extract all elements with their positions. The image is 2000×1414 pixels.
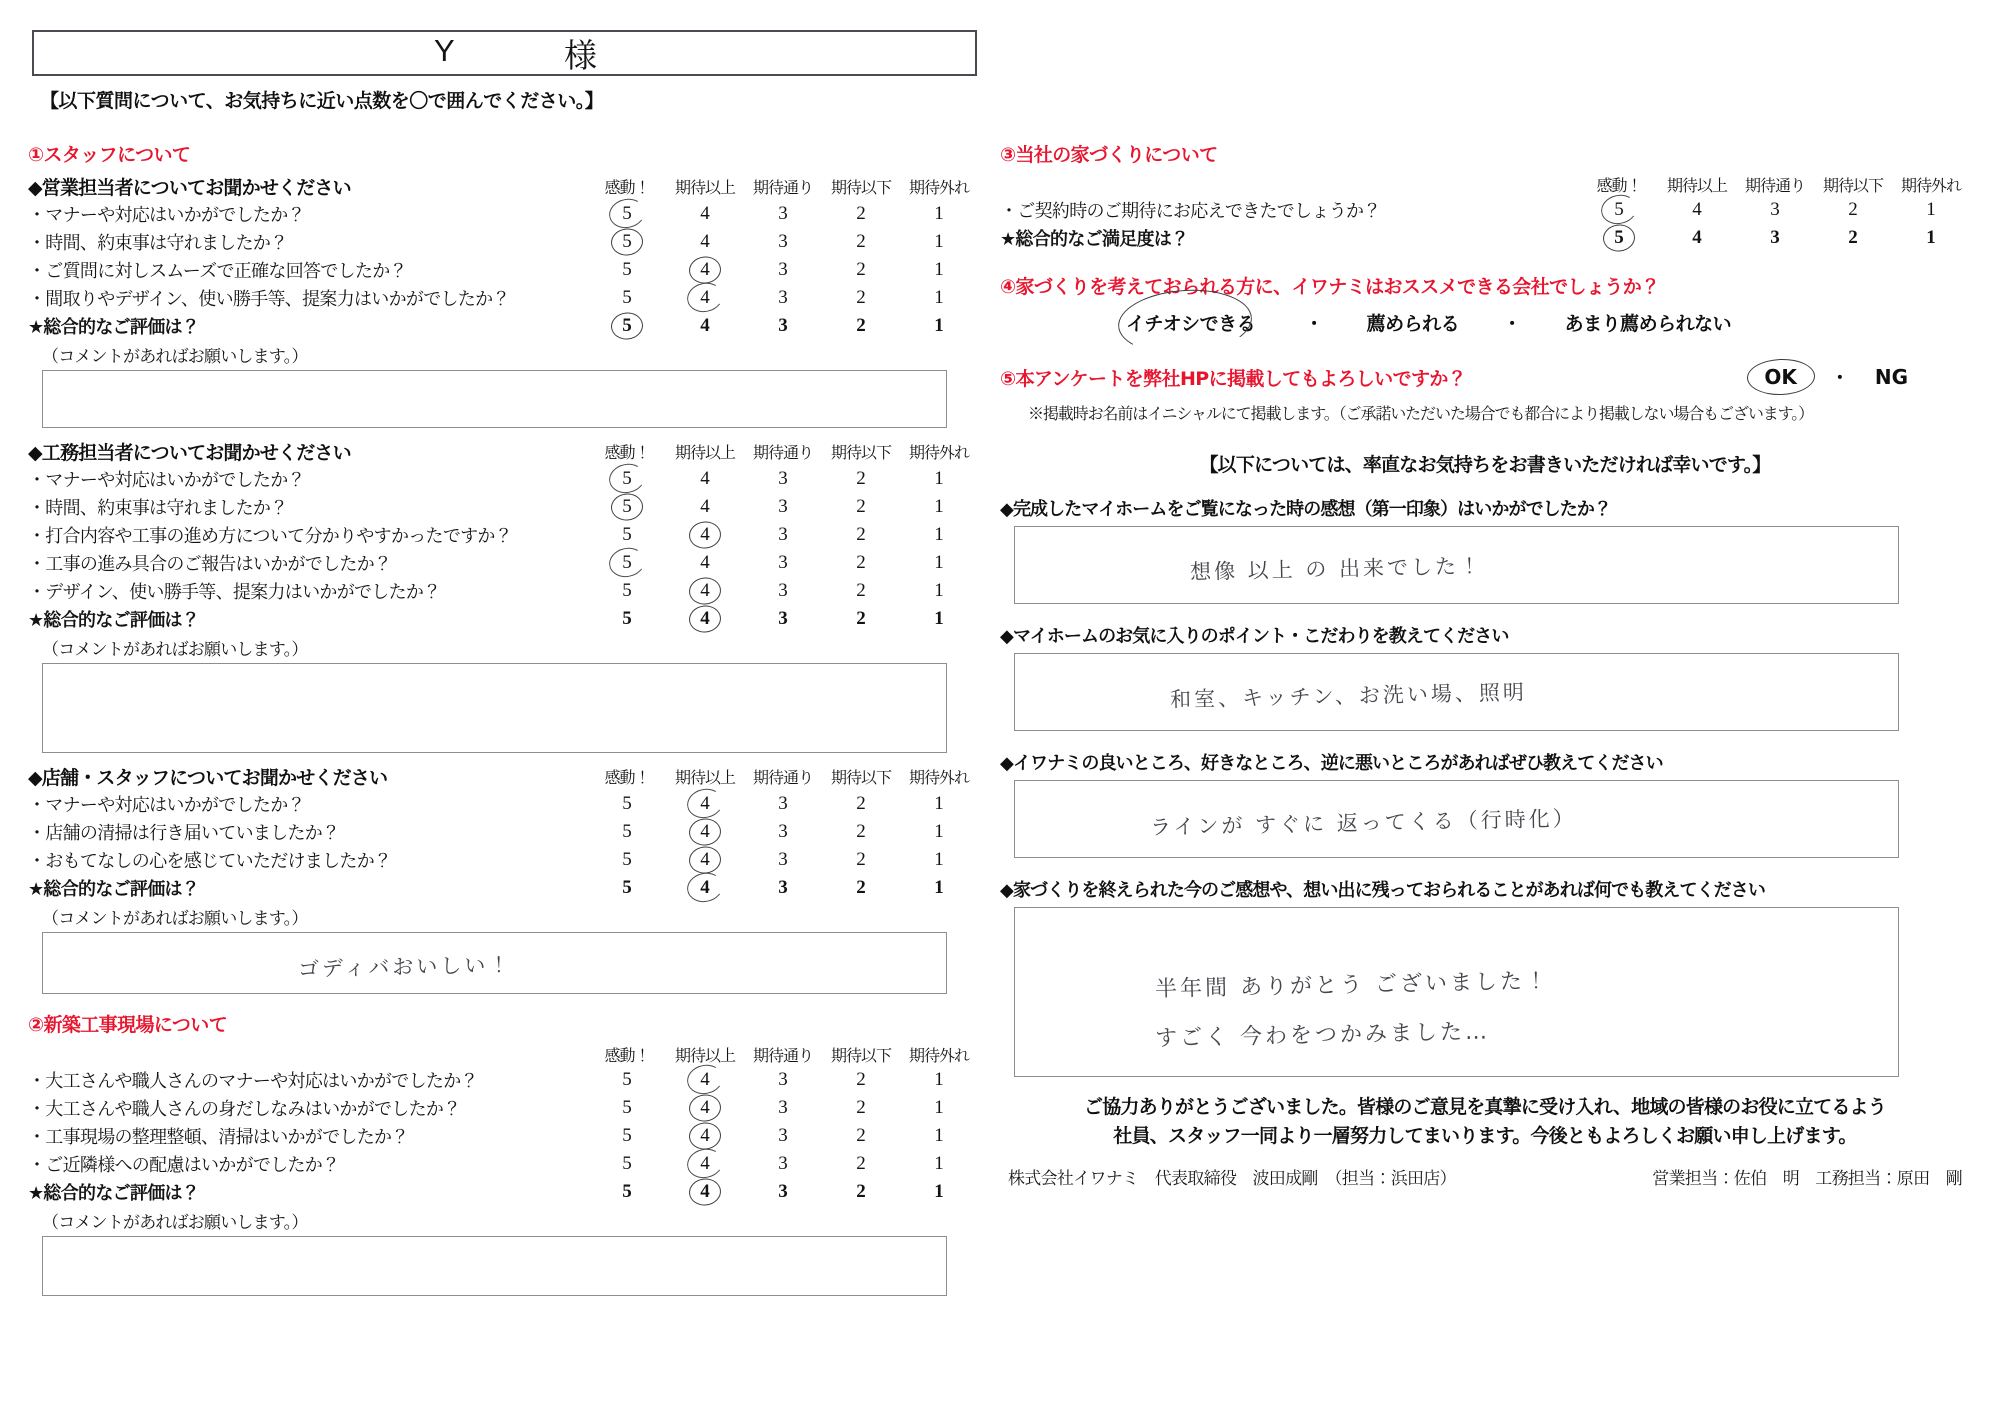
section5-option-ng[interactable]: NG — [1874, 365, 1908, 389]
scale-header-3: 期待通り — [752, 1048, 813, 1065]
scale-header-4: 期待以下 — [830, 1048, 891, 1065]
score-option-1[interactable]: 1 — [1926, 199, 1936, 220]
rating-table — [1000, 173, 1970, 252]
question-group — [28, 1043, 978, 1296]
score-option-1[interactable]: 1 — [934, 793, 944, 814]
score-option-3[interactable]: 3 — [778, 524, 788, 545]
score-option-5[interactable]: 5 — [622, 877, 632, 898]
question-label: ・デザイン、使い勝手等、提案力はいかがでしたか？ — [28, 582, 441, 602]
score-option-1[interactable]: 1 — [934, 1069, 944, 1090]
score-option-1[interactable]: 1 — [934, 231, 944, 252]
score-option-1[interactable]: 1 — [934, 1097, 944, 1118]
scale-header-1: 感動！ — [1596, 178, 1642, 195]
scale-header-3: 期待通り — [752, 180, 813, 197]
score-option-1[interactable]: 1 — [934, 580, 944, 601]
selected-score-marker: 4 — [700, 849, 710, 870]
score-option-1[interactable]: 1 — [934, 608, 944, 629]
section5-title: ⑤本アンケートを弊社HPに掲載してもよろしいですか？ — [1000, 368, 1467, 390]
score-option-5[interactable]: 5 — [622, 259, 632, 280]
score-option-5[interactable] — [588, 493, 666, 521]
score-option-5[interactable]: 5 — [622, 1181, 632, 1202]
score-option-3[interactable]: 3 — [778, 315, 788, 336]
option-separator: ・ — [1305, 313, 1323, 335]
section4-options — [1000, 307, 1970, 338]
selected-score-marker: 4 — [700, 1153, 710, 1174]
comment-box[interactable] — [42, 663, 947, 753]
question-row — [28, 790, 978, 818]
score-option-2[interactable]: 2 — [856, 1181, 866, 1202]
score-option-5[interactable] — [588, 312, 666, 340]
selected-score-marker: 4 — [700, 793, 710, 814]
scale-header-2: 期待以上 — [674, 445, 735, 462]
company-name: 株式会社イワナミ 代表取締役 波田成剛 （担当：浜田店） — [1008, 1169, 1456, 1188]
question-group — [28, 173, 978, 428]
score-option-5[interactable]: 5 — [622, 287, 632, 308]
score-option-5[interactable] — [588, 200, 666, 228]
question-row — [28, 1094, 978, 1122]
comment-box[interactable] — [42, 932, 947, 994]
question-label: ・間取りやデザイン、使い勝手等、提案力はいかがでしたか？ — [28, 289, 510, 309]
scale-header-5: 期待外れ — [908, 180, 969, 197]
selected-score-marker: 4 — [700, 1069, 710, 1090]
selected-score-marker: 4 — [700, 1181, 710, 1202]
score-option-4[interactable]: 4 — [700, 496, 710, 517]
scale-header-5: 期待外れ — [1900, 178, 1961, 195]
score-option-3[interactable]: 3 — [778, 203, 788, 224]
section4-title: ④家づくりを考えておられる方に、イワナミはおススメできる会社でしょうか？ — [1000, 276, 1660, 298]
score-option-3[interactable]: 3 — [778, 608, 788, 629]
score-option-3[interactable]: 3 — [778, 468, 788, 489]
score-option-5[interactable]: 5 — [622, 1097, 632, 1118]
rating-header-row — [28, 173, 978, 200]
score-option-2[interactable]: 2 — [856, 1069, 866, 1090]
question-row — [28, 228, 978, 256]
selected-score-marker: 4 — [700, 580, 710, 601]
score-option-2[interactable]: 2 — [856, 203, 866, 224]
score-option-1[interactable]: 1 — [934, 315, 944, 336]
question-label: ・ご質問に対しスムーズで正確な回答でしたか？ — [28, 261, 407, 281]
question-row — [28, 465, 978, 493]
question-label: ・大工さんや職人さんの身だしなみはいかがでしたか？ — [28, 1099, 461, 1119]
score-option-2[interactable]: 2 — [856, 877, 866, 898]
selected-score-marker: 4 — [700, 877, 710, 898]
rating-header-row — [28, 438, 978, 465]
instruction-text: 【以下質問について、お気持ちに近い点数を〇で囲んでください。】 — [40, 90, 604, 112]
question-row — [28, 818, 978, 846]
section3-table — [1000, 173, 1970, 252]
question-row — [28, 577, 978, 605]
section4-option-3[interactable]: あまり薦められない — [1564, 313, 1732, 335]
question-label: ★総合的なご満足度は？ — [1000, 229, 1189, 250]
question-row — [28, 1150, 978, 1178]
thanks-line-2: 社員、スタッフ一同より一層努力してまいります。今後ともよろしくお願い申し上げます。 — [1113, 1124, 1857, 1147]
free-question-heading-3: ◆イワナミの良いところ、好きなところ、逆に悪いところがあればぜひ教えてください — [1000, 753, 1663, 774]
score-option-4[interactable] — [666, 1178, 744, 1206]
free-question-heading-4: ◆家づくりを終えられた今のご感想や、想い出に残っておられることがあれば何でも教えてください — [1000, 880, 1765, 901]
rating-table — [28, 173, 978, 340]
score-option-3[interactable]: 3 — [778, 1153, 788, 1174]
question-label: ・ご契約時のご期待にお応えできたでしょうか？ — [1000, 201, 1381, 221]
selected-score-marker: 4 — [700, 608, 710, 629]
score-option-2[interactable]: 2 — [856, 468, 866, 489]
score-option-2[interactable]: 2 — [856, 793, 866, 814]
free-section-heading: 【以下については、率直なお気持ちをお書きいただければ幸いです。】 — [1199, 454, 1771, 476]
rating-table — [28, 1043, 978, 1206]
question-row — [28, 284, 978, 312]
question-row — [28, 874, 978, 902]
question-row — [28, 200, 978, 228]
score-option-5[interactable]: 5 — [622, 793, 632, 814]
question-row — [1000, 196, 1970, 224]
question-label: ★総合的なご評価は？ — [28, 317, 200, 338]
score-option-3[interactable]: 3 — [778, 1125, 788, 1146]
score-option-3[interactable]: 3 — [778, 496, 788, 517]
score-option-5[interactable]: 5 — [622, 608, 632, 629]
question-row — [28, 493, 978, 521]
score-option-4[interactable] — [666, 577, 744, 605]
option-separator: ・ — [1503, 313, 1521, 335]
question-label: ・マナーや対応はいかがでしたか？ — [28, 205, 305, 225]
group-heading: ◆営業担当者についてお聞かせください — [28, 177, 351, 199]
score-option-3[interactable]: 3 — [778, 1069, 788, 1090]
question-row — [28, 1066, 978, 1094]
question-row — [28, 256, 978, 284]
right-column — [1000, 140, 1970, 1189]
comment-note: （コメントがあればお願いします。） — [42, 1213, 308, 1232]
score-option-2[interactable]: 2 — [856, 580, 866, 601]
score-option-2[interactable]: 2 — [856, 231, 866, 252]
scale-header-4: 期待以下 — [1822, 178, 1883, 195]
handwritten-answer: すごく 今わをつかみました… — [1154, 1019, 1491, 1052]
comment-note: （コメントがあればお願いします。） — [42, 909, 308, 928]
score-option-1[interactable]: 1 — [934, 849, 944, 870]
scale-header-3: 期待通り — [1744, 178, 1805, 195]
selected-score-marker: 4 — [700, 259, 710, 280]
selected-score-marker: 4 — [700, 287, 710, 308]
question-row — [28, 549, 978, 577]
selected-score-marker: 5 — [622, 496, 632, 517]
group-heading-cell — [28, 1043, 588, 1066]
comment-box[interactable] — [42, 370, 947, 428]
rating-header-row — [28, 1043, 978, 1066]
score-option-3[interactable]: 3 — [778, 821, 788, 842]
score-option-1[interactable]: 1 — [934, 1153, 944, 1174]
score-option-1[interactable]: 1 — [934, 496, 944, 517]
scale-header-1: 感動！ — [604, 770, 650, 787]
question-label: ・工事の進み具合のご報告はいかがでしたか？ — [28, 554, 392, 574]
score-option-3[interactable]: 3 — [778, 259, 788, 280]
score-option-5[interactable]: 5 — [622, 524, 632, 545]
score-option-4[interactable]: 4 — [700, 315, 710, 336]
free-question-heading-2: ◆マイホームのお気に入りのポイント・こだわりを教えてください — [1000, 626, 1509, 647]
score-option-3[interactable]: 3 — [778, 580, 788, 601]
score-option-5[interactable]: 5 — [622, 849, 632, 870]
score-option-5[interactable]: 5 — [622, 1069, 632, 1090]
customer-initial: Y — [434, 33, 457, 68]
scale-header-3: 期待通り — [752, 770, 813, 787]
score-option-4[interactable] — [666, 790, 744, 818]
selected-score-marker: 5 — [1614, 199, 1624, 220]
selected-score-marker: 5 — [622, 315, 632, 336]
selected-score-marker: 5 — [622, 552, 632, 573]
score-option-5[interactable]: 5 — [622, 580, 632, 601]
question-label: ★総合的なご評価は？ — [28, 610, 200, 631]
question-group — [28, 763, 978, 994]
score-option-2[interactable]: 2 — [856, 524, 866, 545]
group-heading-cell — [1000, 173, 1580, 196]
handwritten-answer: ラインが すぐに 返ってくる（行時化） — [1149, 806, 1577, 840]
score-option-4[interactable] — [666, 1122, 744, 1150]
score-option-4[interactable] — [666, 818, 744, 846]
score-option-3[interactable]: 3 — [778, 1181, 788, 1202]
scale-header-1: 感動！ — [604, 1048, 650, 1065]
section5-option-ok[interactable]: OK — [1756, 364, 1805, 390]
score-option-4[interactable] — [666, 521, 744, 549]
score-option-3[interactable]: 3 — [778, 793, 788, 814]
score-option-2[interactable]: 2 — [1848, 199, 1858, 220]
handwritten-answer: 半年間 ありがとう ございました！ — [1154, 968, 1551, 1003]
group-heading: ◆店舗・スタッフについてお聞かせください — [28, 767, 388, 789]
scale-header-2: 期待以上 — [674, 770, 735, 787]
question-label: ・時間、約束事は守れましたか？ — [28, 233, 288, 253]
comment-note: （コメントがあればお願いします。） — [42, 640, 308, 659]
rating-table — [28, 763, 978, 902]
score-option-2[interactable]: 2 — [856, 259, 866, 280]
question-row — [1000, 224, 1970, 252]
selected-score-marker: 4 — [700, 524, 710, 545]
selected-score-marker: 5 — [622, 203, 632, 224]
question-label: ★総合的なご評価は？ — [28, 879, 200, 900]
question-label: ・マナーや対応はいかがでしたか？ — [28, 795, 305, 815]
company-footer — [1000, 1164, 1970, 1189]
rating-header-row — [28, 763, 978, 790]
score-option-5[interactable] — [588, 549, 666, 577]
section1-title: ①スタッフについて — [28, 144, 191, 166]
score-option-2[interactable]: 2 — [856, 1153, 866, 1174]
score-option-1[interactable]: 1 — [934, 877, 944, 898]
scale-header-1: 感動！ — [604, 180, 650, 197]
score-option-4[interactable] — [666, 846, 744, 874]
question-label: ・時間、約束事は守れましたか？ — [28, 498, 288, 518]
comment-note: （コメントがあればお願いします。） — [42, 347, 308, 366]
score-option-4[interactable]: 4 — [700, 468, 710, 489]
question-label: ★総合的なご評価は？ — [28, 1183, 200, 1204]
scale-header-5: 期待外れ — [908, 770, 969, 787]
score-option-1[interactable]: 1 — [934, 1125, 944, 1146]
group-heading-cell — [28, 438, 588, 465]
selected-score-marker: 5 — [1614, 227, 1624, 248]
customer-honorific: 様 — [564, 39, 597, 75]
score-option-4[interactable] — [666, 1150, 744, 1178]
comment-box[interactable] — [42, 1236, 947, 1296]
score-option-3[interactable]: 3 — [778, 1097, 788, 1118]
scale-header-4: 期待以下 — [830, 445, 891, 462]
score-option-2[interactable]: 2 — [856, 849, 866, 870]
section3-title: ③当社の家づくりについて — [1000, 144, 1218, 166]
free-answer-box-3[interactable] — [1014, 780, 1899, 858]
score-option-2[interactable]: 2 — [1848, 227, 1858, 248]
handwritten-comment: ゴディバおいしい！ — [297, 952, 513, 982]
group-heading: ◆工務担当者についてお聞かせください — [28, 442, 351, 464]
group-heading-cell — [28, 763, 588, 790]
score-option-3[interactable]: 3 — [778, 287, 788, 308]
score-option-2[interactable]: 2 — [856, 1125, 866, 1146]
question-row — [28, 605, 978, 633]
question-row — [28, 521, 978, 549]
score-option-4[interactable]: 4 — [700, 231, 710, 252]
customer-name-box — [32, 30, 977, 76]
scale-header-2: 期待以上 — [1666, 178, 1727, 195]
free-answer-box-4[interactable] — [1014, 907, 1899, 1077]
score-option-5[interactable]: 5 — [622, 1125, 632, 1146]
group-heading-cell — [28, 173, 588, 200]
selected-score-marker: 4 — [700, 821, 710, 842]
score-option-1[interactable]: 1 — [934, 287, 944, 308]
scale-header-2: 期待以上 — [674, 1048, 735, 1065]
question-label: ・おもてなしの心を感じていただけましたか？ — [28, 851, 392, 871]
handwritten-answer: 和室、キッチン、お洗い場、照明 — [1169, 680, 1528, 712]
question-label: ・店舗の清掃は行き届いていましたか？ — [28, 823, 340, 843]
score-option-5[interactable] — [1580, 196, 1658, 224]
selected-score-marker: 4 — [700, 1097, 710, 1118]
score-option-4[interactable]: 4 — [1692, 227, 1702, 248]
question-label: ・工事現場の整理整頓、清掃はいかがでしたか？ — [28, 1127, 409, 1147]
section4-option-1[interactable]: イチオシできる — [1120, 307, 1261, 338]
score-option-5[interactable]: 5 — [622, 821, 632, 842]
section2-title: ②新築工事現場について — [28, 1014, 228, 1036]
score-option-3[interactable]: 3 — [778, 877, 788, 898]
free-answer-box-2[interactable] — [1014, 653, 1899, 731]
score-option-2[interactable]: 2 — [856, 1097, 866, 1118]
score-option-4[interactable]: 4 — [700, 203, 710, 224]
thanks-message — [1000, 1093, 1970, 1150]
score-option-2[interactable]: 2 — [856, 821, 866, 842]
score-option-2[interactable]: 2 — [856, 315, 866, 336]
selected-score-marker: 4 — [700, 1125, 710, 1146]
score-option-3[interactable]: 3 — [778, 552, 788, 573]
question-label: ・大工さんや職人さんのマナーや対応はいかがでしたか？ — [28, 1071, 478, 1091]
question-row — [28, 1178, 978, 1206]
section1-groups — [28, 173, 978, 994]
score-option-5[interactable] — [588, 465, 666, 493]
question-label: ・マナーや対応はいかがでしたか？ — [28, 470, 305, 490]
score-option-1[interactable]: 1 — [934, 1181, 944, 1202]
option-separator: ・ — [1830, 368, 1849, 389]
selected-score-marker: 5 — [622, 231, 632, 252]
selected-score-marker: 5 — [622, 468, 632, 489]
scale-header-2: 期待以上 — [674, 180, 735, 197]
score-option-5[interactable]: 5 — [622, 1153, 632, 1174]
score-option-4[interactable] — [666, 256, 744, 284]
score-option-2[interactable]: 2 — [856, 608, 866, 629]
score-option-3[interactable]: 3 — [1770, 199, 1780, 220]
question-row — [28, 846, 978, 874]
score-option-3[interactable]: 3 — [778, 849, 788, 870]
section5-options — [1756, 364, 1908, 390]
score-option-1[interactable]: 1 — [934, 203, 944, 224]
free-question-heading-1: ◆完成したマイホームをご覧になった時の感想（第一印象）はいかがでしたか？ — [1000, 499, 1612, 520]
scale-header-1: 感動！ — [604, 445, 650, 462]
score-option-2[interactable]: 2 — [856, 287, 866, 308]
handwritten-answer: 想像 以上 の 出来でした！ — [1189, 553, 1484, 585]
scale-header-3: 期待通り — [752, 445, 813, 462]
score-option-1[interactable]: 1 — [934, 468, 944, 489]
score-option-3[interactable]: 3 — [778, 231, 788, 252]
score-option-2[interactable]: 2 — [856, 496, 866, 517]
left-column — [28, 140, 978, 1306]
score-option-1[interactable]: 1 — [1926, 227, 1936, 248]
score-option-1[interactable]: 1 — [934, 552, 944, 573]
staff-names: 営業担当：佐伯 明 工務担当：原田 剛 — [1652, 1169, 1962, 1188]
score-option-1[interactable]: 1 — [934, 524, 944, 545]
score-option-5[interactable] — [1580, 224, 1658, 252]
score-option-1[interactable]: 1 — [934, 821, 944, 842]
section4-option-2[interactable]: 薦められる — [1366, 313, 1460, 335]
free-questions — [1000, 495, 1970, 1077]
score-option-4[interactable] — [666, 1094, 744, 1122]
scale-header-4: 期待以下 — [830, 180, 891, 197]
score-option-4[interactable] — [666, 874, 744, 902]
thanks-line-1: ご協力ありがとうございました。皆様のご意見を真摯に受け入れ、地域の皆様のお役に立てるよう — [1084, 1096, 1886, 1118]
section5-note: ※掲載時お名前はイニシャルにて掲載します。（ご承諾いただいた場合でも都合により掲載しない場合もございます。） — [1028, 406, 1814, 423]
score-option-3[interactable]: 3 — [1770, 227, 1780, 248]
question-group — [28, 438, 978, 753]
scale-header-5: 期待外れ — [908, 1048, 969, 1065]
score-option-5[interactable] — [588, 228, 666, 256]
score-option-2[interactable]: 2 — [856, 552, 866, 573]
question-row — [28, 312, 978, 340]
scale-header-5: 期待外れ — [908, 445, 969, 462]
score-option-4[interactable]: 4 — [1692, 199, 1702, 220]
score-option-4[interactable] — [666, 1066, 744, 1094]
rating-table — [28, 438, 978, 633]
question-label: ・ご近隣様への配慮はいかがでしたか？ — [28, 1155, 340, 1175]
section2-groups — [28, 1043, 978, 1296]
score-option-4[interactable]: 4 — [700, 552, 710, 573]
scale-header-4: 期待以下 — [830, 770, 891, 787]
score-option-1[interactable]: 1 — [934, 259, 944, 280]
free-answer-box-1[interactable] — [1014, 526, 1899, 604]
score-option-4[interactable] — [666, 605, 744, 633]
score-option-4[interactable] — [666, 284, 744, 312]
rating-header-row — [1000, 173, 1970, 196]
question-row — [28, 1122, 978, 1150]
question-label: ・打合内容や工事の進め方について分かりやすかったですか？ — [28, 526, 513, 546]
